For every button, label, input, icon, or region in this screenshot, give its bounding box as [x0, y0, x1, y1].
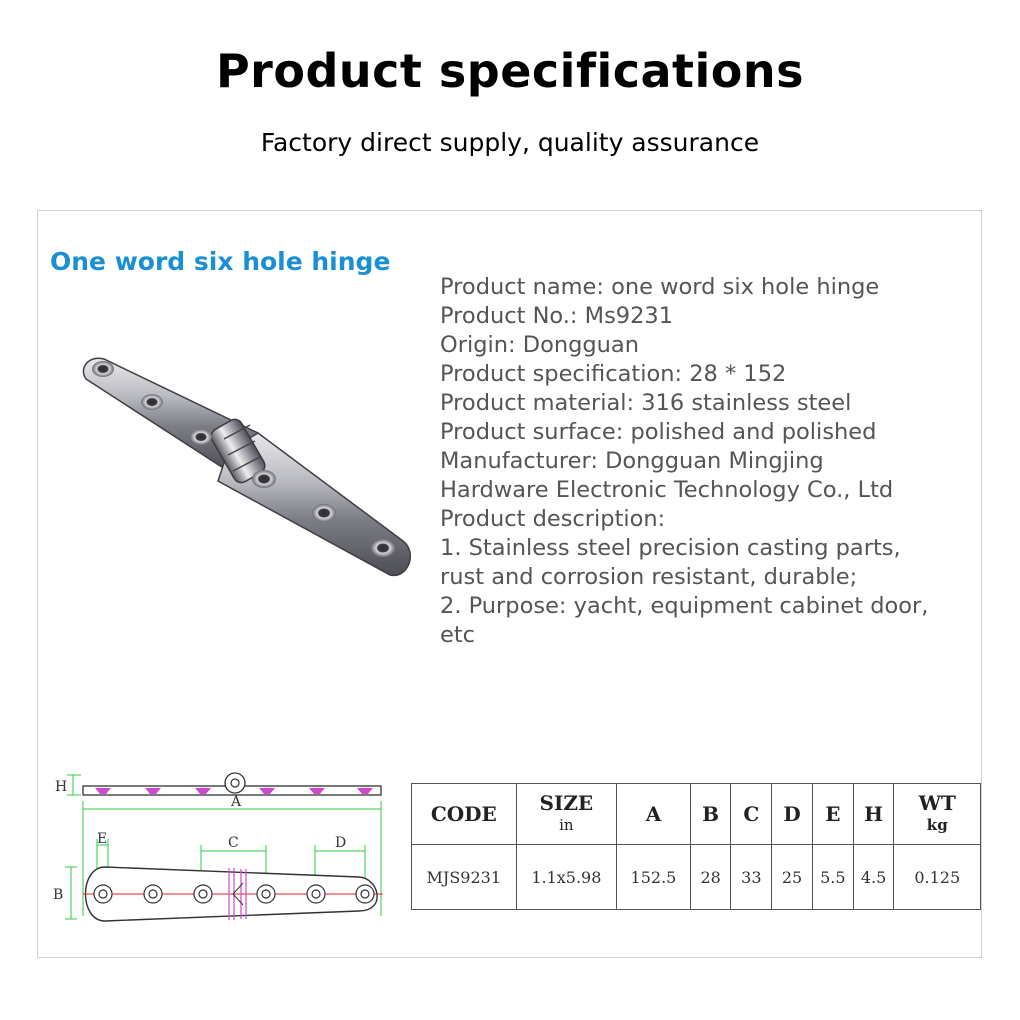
table-cell: 4.5: [853, 845, 894, 910]
table-header: A: [617, 784, 691, 845]
product-heading: One word six hole hinge: [50, 247, 391, 276]
top-view: [83, 867, 383, 921]
side-view: [83, 773, 381, 795]
dim-label-a: A: [231, 794, 242, 810]
spec-table: [411, 783, 981, 910]
table-cell: 152.5: [617, 845, 691, 910]
table-cell: 28: [690, 845, 731, 910]
spec-list: [440, 273, 980, 650]
dim-label-c: C: [228, 835, 239, 851]
dim-label-h: H: [55, 779, 68, 795]
table-header: C: [731, 784, 772, 845]
table-row: [412, 845, 981, 910]
spec-line: Origin: Dongguan: [440, 332, 639, 358]
spec-line: etc: [440, 622, 476, 648]
spec-line: 2. Purpose: yacht, equipment cabinet door,: [440, 593, 929, 619]
table-header: SIZE in: [516, 784, 617, 845]
table-cell: 25: [772, 845, 813, 910]
spec-line: Hardware Electronic Technology Co., Ltd: [440, 477, 894, 503]
table-header: WT kg: [894, 784, 981, 845]
spec-line: Product name: one word six hole hinge: [440, 274, 880, 300]
table-header: H: [853, 784, 894, 845]
table-cell: 0.125: [894, 845, 981, 910]
page-title: Product specifications: [215, 44, 805, 98]
dim-label-d: D: [335, 835, 347, 851]
table-cell: 5.5: [812, 845, 853, 910]
table-header: B: [690, 784, 731, 845]
spec-line: Product material: 316 stainless steel: [440, 390, 852, 416]
dim-label-e: E: [97, 831, 108, 847]
spec-line: Product surface: polished and polished: [440, 419, 877, 445]
table-header: E: [812, 784, 853, 845]
spec-line: Manufacturer: Dongguan Mingjing: [440, 448, 824, 474]
hinge-technical-drawing: [53, 771, 393, 926]
spec-line: 1. Stainless steel precision casting parts,: [440, 535, 901, 561]
table-cell: MJS9231: [412, 845, 517, 910]
table-header-row: [412, 784, 981, 845]
spec-line: Product description:: [440, 506, 666, 532]
spec-line: Product No.: Ms9231: [440, 303, 674, 329]
hinge-photo: [78, 351, 418, 591]
spec-line: Product specification: 28 * 152: [440, 361, 787, 387]
table-cell: 33: [731, 845, 772, 910]
spec-line: rust and corrosion resistant, durable;: [440, 564, 858, 590]
table-cell: 1.1x5.98: [516, 845, 617, 910]
dim-label-b: B: [53, 887, 64, 903]
table-header: CODE: [412, 784, 517, 845]
page-subtitle: Factory direct supply, quality assurance: [260, 128, 760, 157]
table-header: D: [772, 784, 813, 845]
product-card: [37, 210, 982, 958]
